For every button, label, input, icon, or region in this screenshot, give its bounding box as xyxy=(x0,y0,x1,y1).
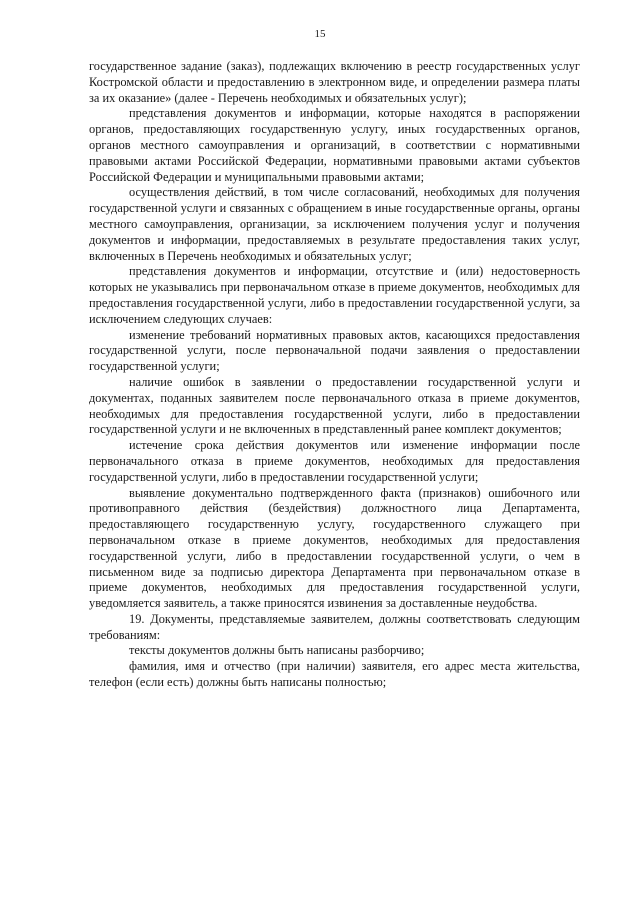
document-body xyxy=(89,59,580,691)
paragraph-continuation: государственное задание (заказ), подлежащих включению в реестр государственных услуг Костромской области и предоставлению в электронном виде, и определении размера платы за их оказание» (далее - Перечень необходимых и обязательных услуг); xyxy=(89,59,580,105)
paragraph-full-name: фамилия, имя и отчество (при наличии) заявителя, его адрес места жительства, телефон (если есть) должны быть написаны полностью; xyxy=(89,659,580,690)
page-number: 15 xyxy=(314,28,326,40)
paragraph-regulation-change: изменение требований нормативных правовых актов, касающихся предоставления государственной услуги, после первоначальной подачи заявления о предоставлении государственной услуги; xyxy=(89,327,580,374)
paragraph-application-errors: наличие ошибок в заявлении о предоставлении государственной услуги и документах, поданных заявителем после первоначального отказа в приеме документов, необходимых для предоставления государственной услуги, либо в предоставлении государственной услуги и не включенных в представленный ранее комплект документов; xyxy=(89,374,580,437)
paragraph-documents-in-possession: представления документов и информации, которые находятся в распоряжении органов, предоставляющих государственную услугу, иных государственных органов, органов местного самоуправления и организаций, в соответствии с нормативными правовыми актами Российской Федерации, нормативными правовыми актами субъектов Российской Федерации и муниципальными правовыми актами; xyxy=(89,106,580,184)
paragraph-missing-info: представления документов и информации, отсутствие и (или) недостоверность которых не указывались при первоначальном отказе в приеме документов, необходимых для предоставления государственной услуги, либо в предоставлении государственной услуги, за исключением следующих случаев: xyxy=(89,264,580,326)
paragraph-actions-approvals: осуществления действий, в том числе согласований, необходимых для получения государственной услуги и связанных с обращением в иные государственные органы, органы местного самоуправления, организации, за исключением получения услуг и получения документов и информации, предоставляемых в результате предоставления таких услуг, включенных в Перечень необходимых и обязательных услуг; xyxy=(89,185,580,263)
paragraph-legible-text: тексты документов должны быть написаны разборчиво; xyxy=(129,643,425,658)
paragraph-item-19: 19. Документы, представляемые заявителем, должны соответствовать следующим требованиям: xyxy=(89,611,580,642)
paragraph-official-error: выявление документально подтвержденного факта (признаков) ошибочного или противоправного действия (бездействия) должностного лица Департамента, предоставляющего государственную услугу, государственного служащего при первоначальном отказе в приеме документов, необходимых для предоставления государственной услуги, либо в предоставлении государственной услуги, о чем в письменном виде за подписью директора Департамента при первоначальном отказе в приеме документов, необходимых для предоставления государственной услуги, уведомляется заявитель, а также приносятся извинения за доставленные неудобства. xyxy=(89,485,580,611)
paragraph-document-expiry: истечение срока действия документов или изменение информации после первоначального отказа в приеме документов, необходимых для предоставления государственной услуги, либо в предоставлении государственной услуги; xyxy=(89,438,580,484)
